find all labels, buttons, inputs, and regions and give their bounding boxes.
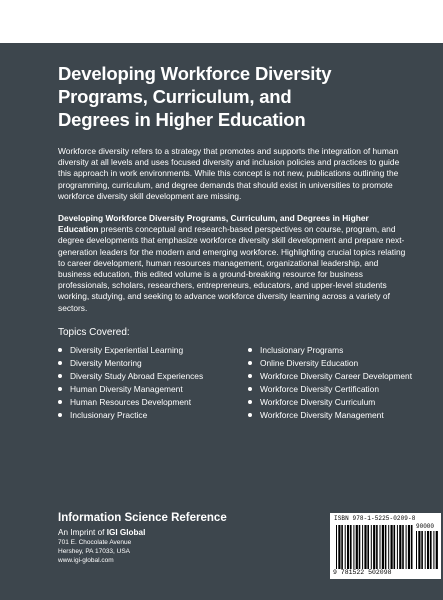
isbn-text: ISBN 978-1-5225-0209-8 [334, 515, 416, 522]
barcode-addon-number: 90000 [416, 523, 435, 530]
topic-item: Inclusionary Practice [58, 409, 248, 422]
bullet-icon [58, 387, 62, 391]
topics-list [58, 344, 423, 422]
book-title: Developing Workforce Diversity Programs, Curriculum, and Degrees in Higher Education [58, 63, 332, 130]
description-paragraph-1: Workforce diversity refers to a strategy that promotes and supports the integration of human diversity at all levels and uses focused diversity and inclusion policies and practices to guide this approach in work environments. While this concept is not new, publications outlining the programming, curriculum, and degree demands that should exist in universities to promote workforce diversity skill development are missing. [58, 146, 400, 201]
bullet-icon [248, 400, 252, 404]
topic-item: Workforce Diversity Curriculum [248, 396, 423, 409]
topic-item: Diversity Study Abroad Experiences [58, 370, 248, 383]
topics-heading: Topics Covered: [58, 326, 130, 338]
description-book-title: Developing Workforce Diversity Programs, Curriculum, and Degrees in Higher Education [58, 213, 369, 235]
topic-item: Inclusionary Programs [248, 344, 423, 357]
publisher-block [58, 512, 227, 565]
topic-item: Human Resources Development [58, 396, 248, 409]
publisher-address-line-1: 701 E. Chocolate Avenue [58, 539, 132, 546]
description-paragraph-2-body: presents conceptual and research-based perspectives on course, program, and degree developments that emphasize workforce diversity skill development and prepare next-generation leaders for the modern and emerging workforce. Highlighting crucial topics relating to career development, human resources management, organizational leadership, and business education, this edited volume is a ground-breaking resource for business professionals, scholars, researchers, entrepreneurs, educators, and upper-level students working, studying, and seeking to advance workforce diversity learning across a variety of sectors. [58, 224, 406, 313]
description-paragraph-2 [58, 213, 408, 314]
publisher-name: Information Science Reference [58, 512, 227, 524]
bullet-icon [248, 348, 252, 352]
publisher-imprint: An Imprint of IGI Global [58, 528, 146, 537]
topics-column-right [248, 344, 423, 422]
bullet-icon [248, 413, 252, 417]
bullet-icon [248, 374, 252, 378]
top-white-band [0, 0, 443, 43]
isbn-barcode [330, 513, 441, 579]
topic-item: Workforce Diversity Certification [248, 383, 423, 396]
bullet-icon [58, 348, 62, 352]
bullet-icon [58, 374, 62, 378]
bullet-icon [248, 387, 252, 391]
back-cover-content [58, 52, 413, 422]
barcode-addon-bars-icon [416, 531, 438, 569]
topic-item: Diversity Experiential Learning [58, 344, 248, 357]
bullet-icon [58, 400, 62, 404]
topic-item: Online Diversity Education [248, 357, 423, 370]
imprint-name: IGI Global [106, 528, 146, 537]
topic-item: Workforce Diversity Career Development [248, 370, 423, 383]
bullet-icon [58, 361, 62, 365]
topics-column-left [58, 344, 248, 422]
barcode-bars-icon [336, 525, 414, 569]
topic-item: Workforce Diversity Management [248, 409, 423, 422]
topic-item: Diversity Mentoring [58, 357, 248, 370]
publisher-address-line-2: Hershey, PA 17033, USA [58, 548, 131, 555]
topic-item: Human Diversity Management [58, 383, 248, 396]
publisher-website: www.igi-global.com [58, 557, 114, 564]
bullet-icon [248, 361, 252, 365]
barcode-number: 9 781522 502098 [333, 569, 392, 576]
bullet-icon [58, 413, 62, 417]
